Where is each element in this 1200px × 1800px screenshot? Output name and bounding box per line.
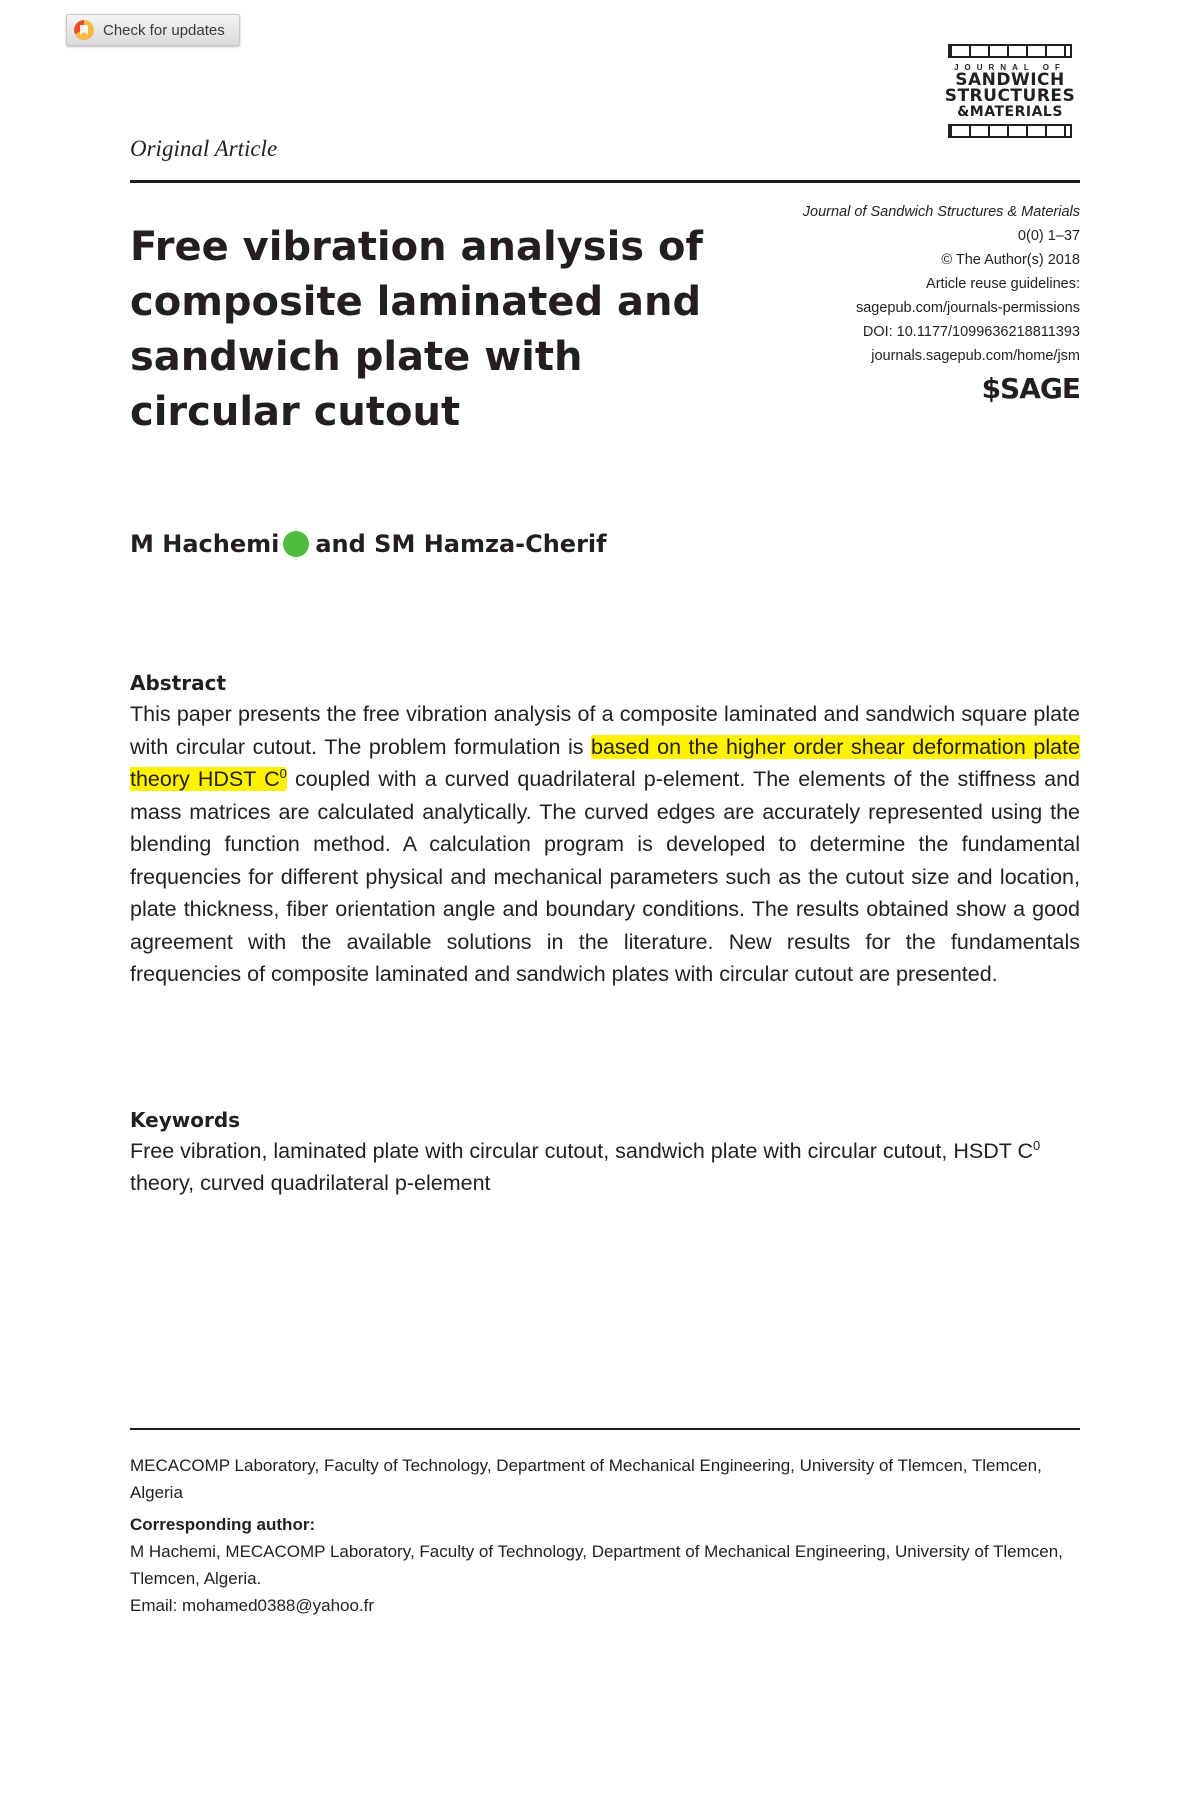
keywords-heading: Keywords [130,1108,241,1132]
email[interactable]: Email: mohamed0388@yahoo.fr [130,1596,375,1615]
affiliation: MECACOMP Laboratory, Faculty of Technology, Department of Mechanical Engineering, University of Tlemcen, Tlemcen, Algeria [130,1456,1042,1502]
article-title: Free vibration analysis of composite laminated and sandwich plate with circular cutout [130,224,703,435]
journal-name: Journal of Sandwich Structures & Materials [802,204,1080,220]
abstract-highlight-text: based on the higher order shear deformation plate theory HDST C [130,734,1080,791]
logo-box-row-bottom [948,124,1072,138]
author-first: M Hachemi [130,530,280,558]
keywords-superscript: 0 [1033,1137,1041,1153]
doi[interactable]: DOI: 10.1177/1099636218811393 [862,324,1080,340]
journal-logo [940,44,1080,138]
author-second: SM Hamza-Cherif [374,530,607,558]
copyright: © The Author(s) 2018 [941,252,1080,268]
sage-dollar-icon: $ [981,372,1001,405]
sage-wordmark: SAGE [1000,372,1080,405]
corresponding-heading: Corresponding author: [130,1515,316,1534]
author-line [130,530,607,558]
keywords-text-start: Free vibration, laminated plate with circular cutout, sandwich plate with circular cutout, HSDT C [130,1139,1033,1163]
abstract-highlight-superscript: 0 [279,765,287,781]
abstract-text [130,698,1080,991]
logo-journal-of: JOURNAL OF [954,63,1066,72]
reuse-label: Article reuse guidelines: [926,276,1080,292]
abstract-heading: Abstract [130,671,227,695]
author-connector: and [315,530,366,558]
abstract-text-start: This paper presents the free vibration analysis of a composite laminated and sandwich square plate with circular cutout. The problem formulation is [130,702,1080,759]
logo-line-sandwich: SANDWICH [955,70,1065,90]
issue-pages: 0(0) 1–37 [1017,228,1080,244]
check-for-updates-button[interactable] [66,14,240,46]
footnote-divider [130,1428,1080,1430]
keywords-text [130,1135,1080,1199]
orcid-icon[interactable] [283,531,309,557]
article-type: Original Article [130,136,278,161]
corresponding-text: M Hachemi, MECACOMP Laboratory, Faculty of Technology, Department of Mechanical Engineering, University of Tlemcen, Tlemcen, Algeria. [130,1542,1063,1588]
reuse-link[interactable]: sagepub.com/journals-permissions [855,300,1080,316]
footnote [130,1452,1080,1619]
journal-homepage-link[interactable]: journals.sagepub.com/home/jsm [871,348,1080,364]
logo-box-row-top [948,44,1072,58]
sage-logo [960,372,1080,406]
check-for-updates-label: Check for updates [103,21,225,39]
keywords-text-end: theory, curved quadrilateral p-element [130,1171,491,1195]
header-divider [130,180,1080,183]
crossmark-icon [73,19,95,41]
abstract-text-end: coupled with a curved quadrilateral p-element. The elements of the stiffness and mass matrices are calculated analytically. The curved edges are accurately represented using the blending function method. A calculation program is developed to determine the fundamental frequencies for different physical and mechanical parameters such as the cutout size and location, plate thickness, fiber orientation angle and boundary conditions. The results obtained show a good agreement with the available solutions in the literature. New results for the fundamentals frequencies of composite laminated and sandwich plates with circular cutout are presented. [130,767,1080,986]
logo-line-materials: &MATERIALS [957,104,1063,120]
logo-line-structures: STRUCTURES [944,86,1076,106]
article-meta [700,200,1080,368]
